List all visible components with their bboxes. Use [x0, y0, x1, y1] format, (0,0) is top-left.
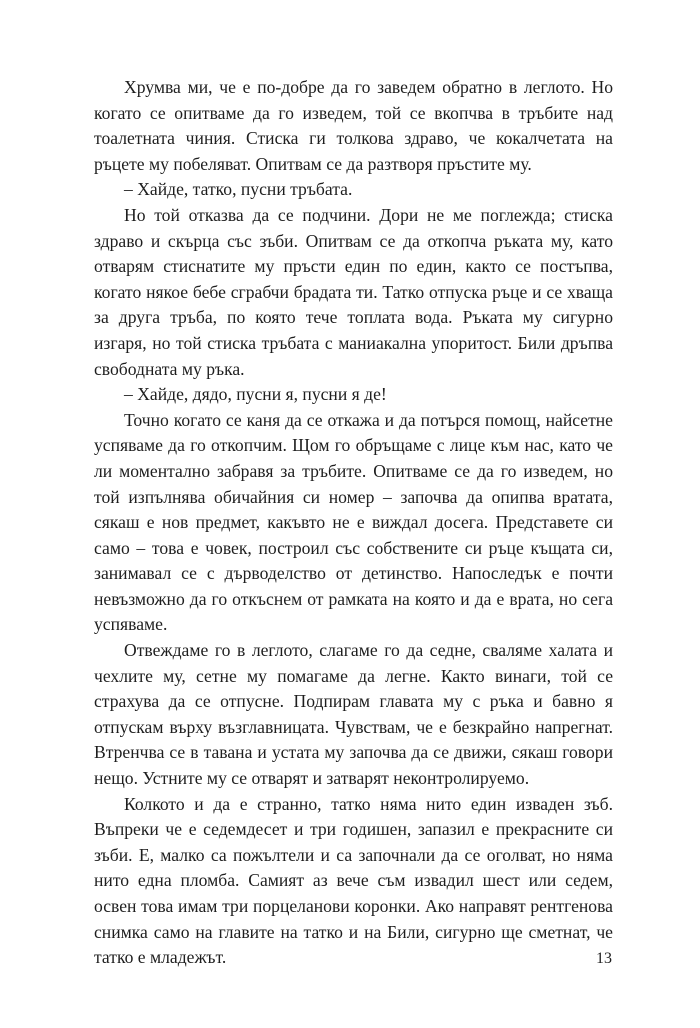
- paragraph-1: Хрумва ми, че е по-добре да го заведем обратно в леглото. Но когато се опитваме да го изведем, той се вкопчва в тръбите над тоалетната чиния. Стиска ги толкова здраво, че кокалчетата на ръцете му побеляват. Опитвам се да разтворя пръстите му.: [94, 77, 613, 174]
- paragraph-2: Но той отказва да се подчини. Дори не ме поглежда; стиска здраво и скърца със зъби. Опитвам се да откопча ръката му, като отварям стиснатите му пръсти един по един, както се постъпва, когато някое бебе сграбчи брадата ти. Татко отпуска ръце и се хваща за друга тръба, по която тече топлата вода. Ръката му сигурно изгаря, но той стиска тръбата с маниакална упоритост. Били дръпва свободната му ръка.: [94, 204, 613, 379]
- dialogue-line-1: – Хайде, татко, пусни тръбата.: [124, 179, 353, 200]
- paragraph-4: Отвеждаме го в леглото, слагаме го да седне, сваляме халата и чехлите му, сетне му помагаме да легне. Както винаги, той се страхува да се отпусне. Подпирам главата му с ръка и бавно я отпускам върху възглавницата. Чувствам, че е безкрайно напрегнат. Втренчва се в тавана и устата му започва да се движи, сякаш говори нещо. Устните му се отварят и затварят неконтролируемо.: [94, 640, 613, 789]
- paragraph-5: Колкото и да е странно, татко няма нито един изваден зъб. Въпреки че е седемдесет и три годишен, запазил е прекрасните си зъби. Е, малко са пожълтели и са започнали да се оголват, но няма нито една пломба. Самият аз вече съм извадил шест или седем, освен това имам три порцеланови коронки. Ако направят рентгенова снимка само на главите на татко и на Били, сигурно ще сметнат, че татко е младежът.: [94, 793, 613, 968]
- dialogue-line-2: – Хайде, дядо, пусни я, пусни я де!: [124, 384, 387, 405]
- body-text: [94, 75, 613, 971]
- page-number: 13: [596, 950, 612, 967]
- paragraph-3: Точно когато се каня да се откажа и да потърся помощ, найсетне успяваме да го откопчим. Щом го обръщаме с лице към нас, като че ли моментално забравя за тръбите. Опитваме се да го изведем, но той изпълнява обичайния си номер – започва да опипва вратата, сякаш е нов предмет, какъвто не е виждал досега. Представете си само – това е човек, построил със собствените си ръце къщата си, занимавал се с дърводелство от детинство. Напоследък е почти невъзможно да го откъснем от рамката на която и да е врата, но сега успяваме.: [94, 409, 613, 635]
